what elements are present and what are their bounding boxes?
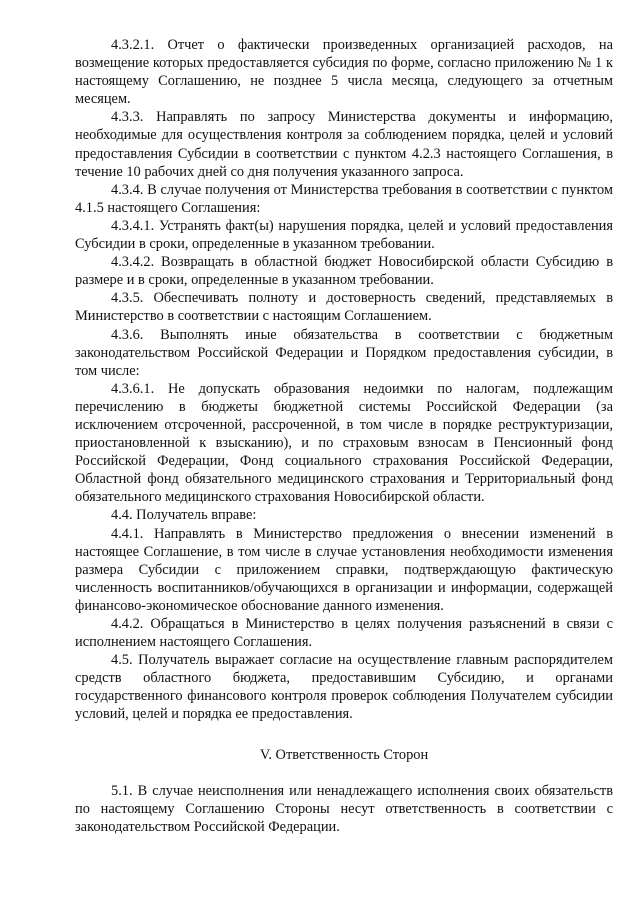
paragraph-5-1: 5.1. В случае неисполнения или ненадлежащего исполнения своих обязательств по настоящему Соглашению Стороны несут ответственность в соответствии с законодательством Российской Федерации. (75, 782, 613, 835)
paragraph-4-3-6-1: 4.3.6.1. Не допускать образования недоимки по налогам, подлежащим перечислению в бюджеты бюджетной системы Российской Федерации (за исключением отсроченной, рассроченной, в том числе в порядке реструктуризации, приостановленной к взысканию), и по страховым взносам в Пенсионный фонд Российской Федерации, Фонд социального страхования Российской Федерации, Областной фонд обязательного медицинского страхования и Территориальный фонд обязательного медицинского страхования Новосибирской области. (75, 380, 613, 506)
paragraph-4-3-6: 4.3.6. Выполнять иные обязательства в соответствии с бюджетным законодательством Российской Федерации и Порядком предоставления субсидии, в том числе: (75, 326, 613, 379)
paragraph-4-3-2-1: 4.3.2.1. Отчет о фактически произведенных организацией расходов, на возмещение которых предоставляется субсидия по форме, согласно приложению № 1 к настоящему Соглашению, не позднее 5 числа месяца, следующего за отчетным месяцем. (75, 37, 613, 108)
paragraph-4-3-5: 4.3.5. Обеспечивать полноту и достоверность сведений, представляемых в Министерство в соответствии с настоящим Соглашением. (75, 290, 613, 325)
paragraph-4-3-4-1: 4.3.4.1. Устранять факт(ы) нарушения порядка, целей и условий предоставления Субсидии в сроки, определенные в указанном требовании. (75, 217, 613, 253)
document-body (75, 36, 613, 836)
paragraph-4-3-3: 4.3.3. Направлять по запросу Министерства документы и информацию, необходимые для осуществления контроля за соблюдением порядка, целей и условий предоставления Субсидии в соответствии с пунктом 4.2.3 настоящего Соглашения, в течение 10 рабочих дней со дня получения указанного запроса. (75, 109, 613, 180)
paragraph-4-5: 4.5. Получатель выражает согласие на осуществление главным распорядителем средств областного бюджета, предоставившим Субсидию, и органами государственного финансового контроля проверок соблюдения Получателем субсидии условий, целей и порядка ее предоставления. (75, 652, 613, 723)
paragraph-4-3-4-2: 4.3.4.2. Возвращать в областной бюджет Новосибирской области Субсидию в размере и в сроки, определенные в указанном требовании. (75, 254, 613, 289)
paragraph-4-3-4: 4.3.4. В случае получения от Министерства требования в соответствии с пунктом 4.1.5 настоящего Соглашения: (75, 181, 613, 216)
section-heading: V. Ответственность Сторон (259, 746, 429, 763)
paragraph-4-4-2: 4.4.2. Обращаться в Министерство в целях получения разъяснений в связи с исполнением настоящего Соглашения. (75, 616, 613, 651)
paragraph-4-4-1: 4.4.1. Направлять в Министерство предложения о внесении изменений в настоящее Соглашение, в том числе в случае установления необходимости изменения размера Субсидии с приложением справки, подтверждающую фактическую численность воспитанников/обучающихся в организации и информации, содержащей финансово-экономическое обоснование данного изменения. (75, 525, 613, 614)
paragraph-4-4: 4.4. Получатель вправе: (111, 507, 257, 524)
